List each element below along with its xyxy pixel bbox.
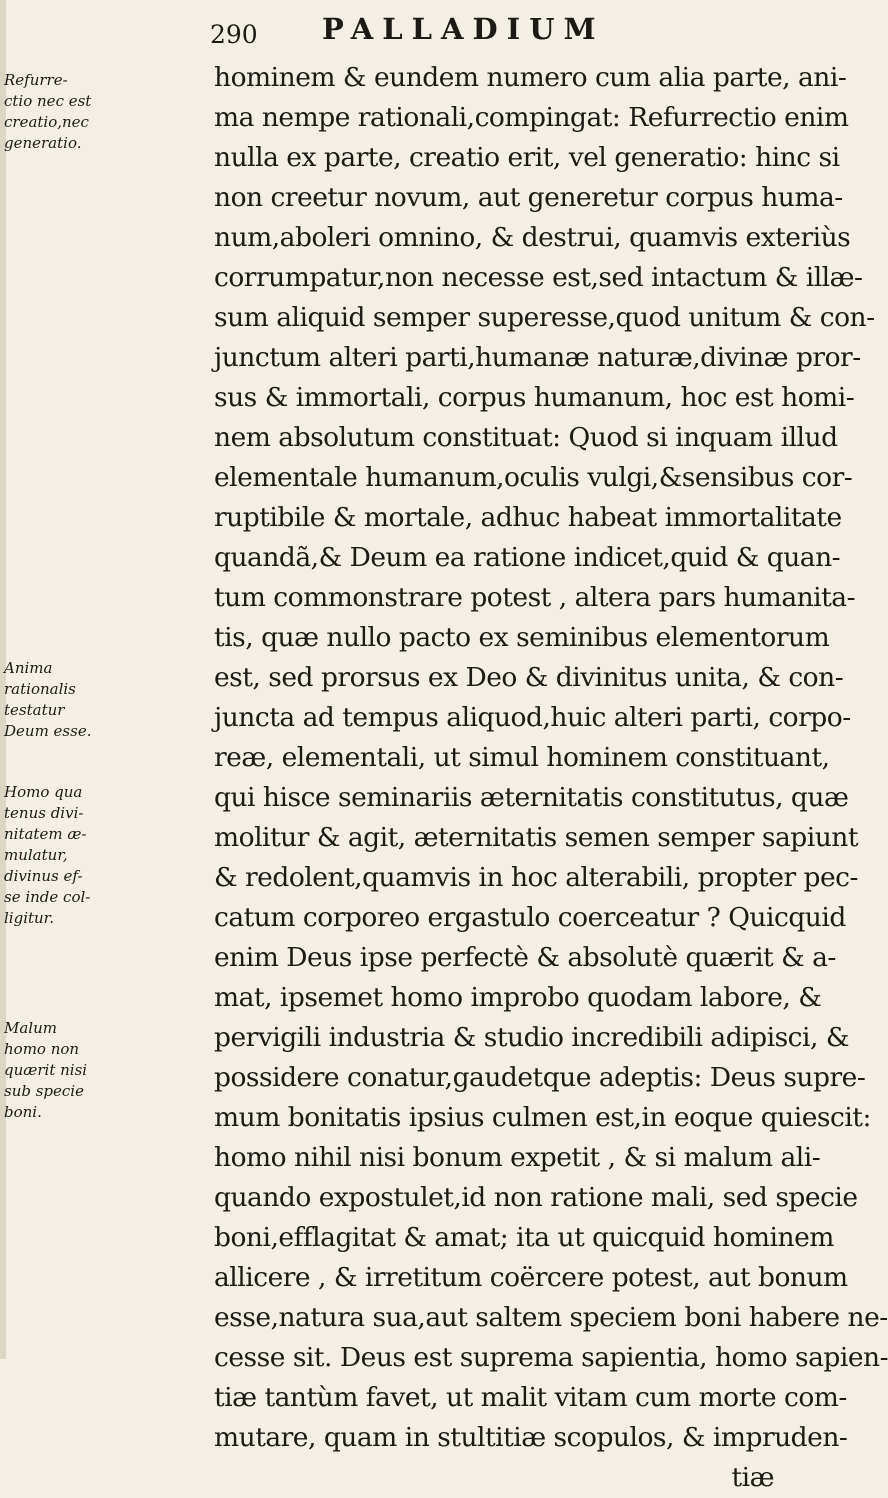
text-line: quandã,& Deum ea ratione indicet,quid & quan- [214, 542, 841, 573]
text-line: non creetur novum, aut generetur corpus huma- [214, 182, 843, 213]
text-line: cesse sit. Deus est suprema sapientia, homo sapien- [214, 1342, 888, 1373]
text-line: est, sed prorsus ex Deo & divinitus unita, & con- [214, 662, 844, 693]
text-line: elementale humanum,oculis vulgi,&sensibus cor- [214, 462, 853, 493]
running-title: PALLADIUM [322, 12, 605, 46]
margin-note-homo [4, 782, 91, 929]
text-line: num,aboleri omnino, & destrui, quamvis exteriùs [214, 222, 851, 253]
margin-note-line: Refurre- [4, 71, 68, 89]
text-line: boni,efflagitat & amat; ita ut quicquid hominem [214, 1222, 834, 1253]
margin-note-line: Malum [4, 1019, 57, 1037]
margin-note-line: rationalis [4, 680, 76, 698]
margin-note-line: testatur [4, 701, 65, 719]
text-line: corrumpatur,non necesse est,sed intactum & illæ- [214, 262, 863, 293]
text-line: tis, quæ nullo pacto ex seminibus elementorum [214, 622, 830, 653]
text-line: sus & immortali, corpus humanum, hoc est homi- [214, 382, 855, 413]
margin-note-line: Anima [4, 659, 53, 677]
margin-note-line: Homo qua [4, 783, 83, 801]
text-line: junctum alteri parti,humanæ naturæ,divinæ pror- [214, 342, 861, 373]
text-line: tiæ tantùm favet, ut malit vitam cum morte com- [214, 1382, 847, 1413]
margin-note-line: boni. [4, 1103, 42, 1121]
margin-note-line: ctio nec est [4, 92, 92, 110]
margin-note-malum [4, 1018, 88, 1123]
text-line: ma nempe rationali,compingat: Refurrectio enim [214, 102, 849, 133]
margin-note-anima [4, 658, 92, 742]
margin-note-line: se inde col- [4, 888, 91, 906]
margin-note-line: ligitur. [4, 909, 54, 927]
margin-note-resurrection [4, 70, 92, 154]
page-header [210, 8, 800, 56]
text-line: tum commonstrare potest , altera pars humanita- [214, 582, 856, 613]
text-line: mutare, quam in stultitiæ scopulos, & impruden- [214, 1422, 848, 1453]
text-line: & redolent,quamvis in hoc alterabili, propter pec- [214, 862, 858, 893]
text-line: homo nihil nisi bonum expetit , & si malum ali- [214, 1142, 821, 1173]
text-line: nulla ex parte, creatio erit, vel generatio: hinc si [214, 142, 840, 173]
margin-note-line: tenus divi- [4, 804, 84, 822]
margin-note-line: homo non [4, 1040, 80, 1058]
text-line: enim Deus ipse perfectè & absolutè quærit & a- [214, 942, 836, 973]
text-line: allicere , & irretitum coërcere potest, aut bonum [214, 1262, 848, 1293]
text-line: catum corporeo ergastulo coerceatur ? Quicquid [214, 902, 846, 933]
text-line: molitur & agit, æternitatis semen semper sapiunt [214, 822, 858, 853]
text-line: esse,natura sua,aut saltem speciem boni habere ne- [214, 1302, 888, 1333]
text-line: ruptibile & mortale, adhuc habeat immortalitate [214, 502, 842, 533]
margin-note-line: Deum esse. [4, 722, 92, 740]
text-line: tiæ [731, 1462, 774, 1493]
margin-note-line: nitatem æ- [4, 825, 87, 843]
margin-note-line: divinus ef- [4, 867, 83, 885]
text-line: juncta ad tempus aliquod,huic alteri parti, corpo- [214, 702, 851, 733]
margin-note-line: sub specie [4, 1082, 84, 1100]
text-line: mat, ipsemet homo improbo quodam labore, & [214, 982, 822, 1013]
text-line: nem absolutum constituat: Quod si inquam illud [214, 422, 838, 453]
text-line: mum bonitatis ipsius culmen est,in eoque quiescit: [214, 1102, 871, 1133]
text-line: reæ, elementali, ut simul hominem constituant, [214, 742, 830, 773]
margin-note-line: quærit nisi [4, 1061, 88, 1079]
page-number: 290 [210, 20, 258, 49]
text-line: pervigili industria & studio incredibili adipisci, & [214, 1022, 849, 1053]
text-line: qui hisce seminariis æternitatis constitutus, quæ [214, 782, 849, 813]
margin-note-line: creatio,nec [4, 113, 89, 131]
margin-note-line: generatio. [4, 134, 82, 152]
text-line: quando expostulet,id non ratione mali, sed specie [214, 1182, 858, 1213]
text-line: sum aliquid semper superesse,quod unitum & con- [214, 302, 875, 333]
text-line: possidere conatur,gaudetque adeptis: Deus supre- [214, 1062, 866, 1093]
text-line: hominem & eundem numero cum alia parte, ani- [214, 62, 847, 93]
margin-note-line: mulatur, [4, 846, 68, 864]
body-text [214, 58, 888, 1498]
